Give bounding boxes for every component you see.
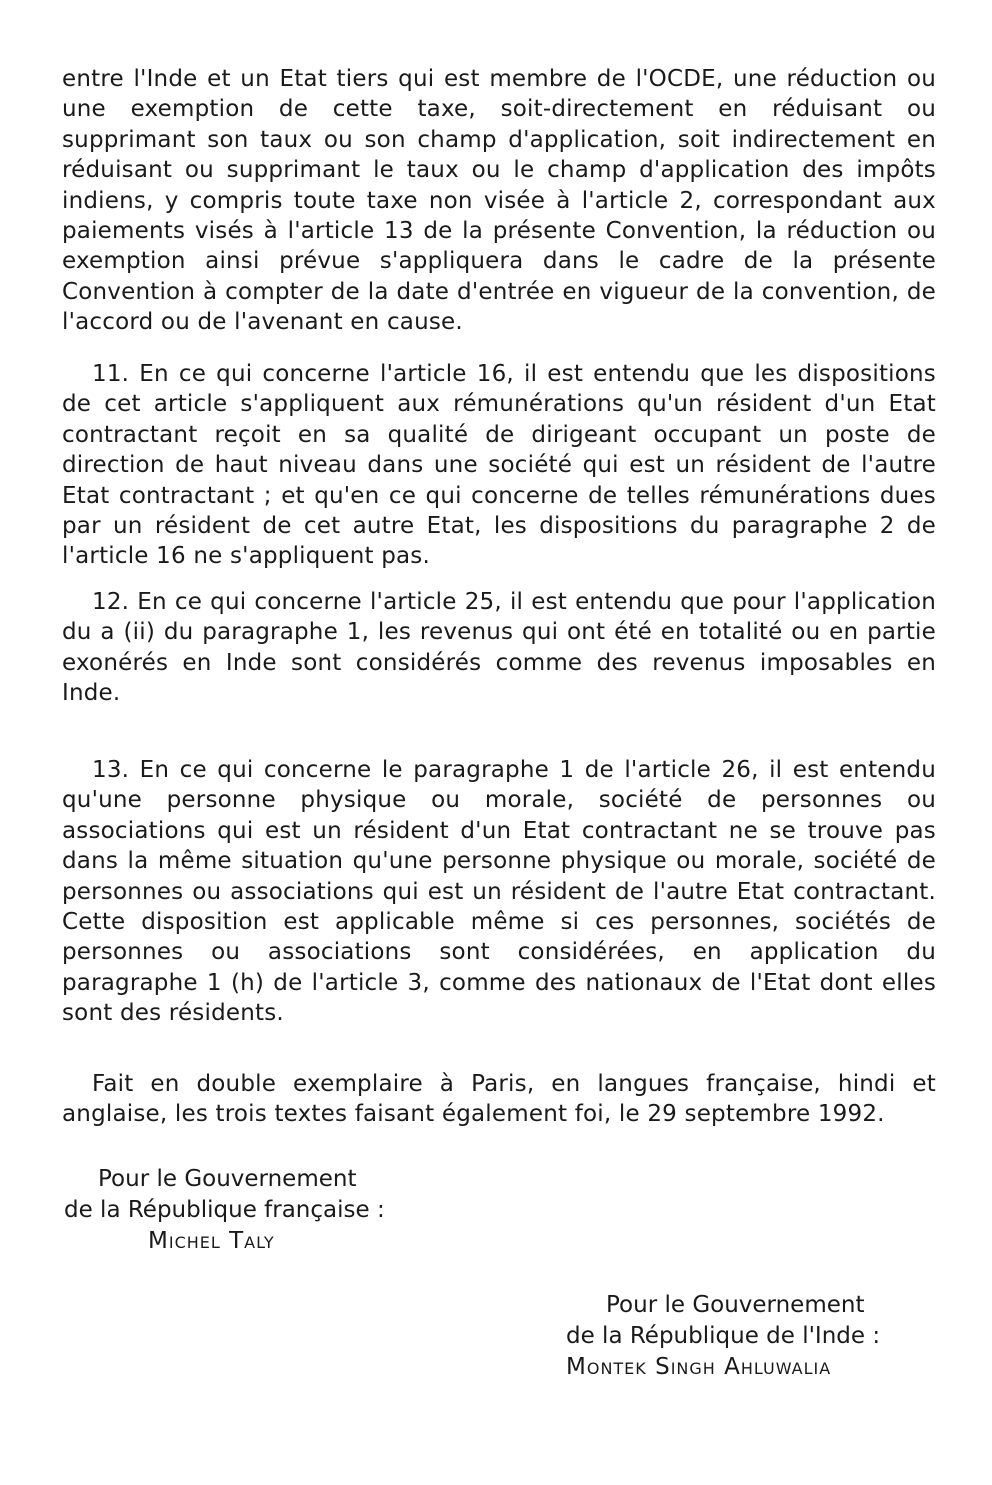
signature-france bbox=[64, 1164, 385, 1257]
paragraph-11: 11. En ce qui concerne l'article 16, il est entendu que les dispositions de cet article s'appliquent aux rémunérations qu'un résident d'un Etat contractant reçoit en sa qualité de dirigeant occupant un poste de direction de haut niveau dans une société qui est un résident de l'autre Etat contractant ; et qu'en ce qui concerne de telles rémunérations dues par un résident de cet autre Etat, les dispositions du paragraphe 2 de l'article 16 ne s'appliquent pas. bbox=[62, 361, 936, 570]
signature-india-line2: de la République de l'Inde : bbox=[566, 1323, 881, 1349]
paragraph-10-continuation: entre l'Inde et un Etat tiers qui est membre de l'OCDE, une réduction ou une exemption de cette taxe, soit-directement en réduisant ou supprimant son taux ou son champ d'application, soit indirectement en réduisant ou supprimant le taux ou le champ d'application des impôts indiens, y compris toute taxe non visée à l'article 2, correspondant aux paiements visés à l'article 13 de la présente Convention, la réduction ou exemption ainsi prévue s'appliquera dans le cadre de la présente Convention à compter de la date d'entrée en vigueur de la convention, de l'accord ou de l'avenant en cause. bbox=[62, 66, 936, 336]
signature-france-name: Michel Taly bbox=[148, 1228, 275, 1254]
signature-india bbox=[566, 1290, 881, 1383]
paragraph-12-block bbox=[62, 587, 936, 709]
paragraph-10-continuation-block bbox=[62, 64, 936, 338]
signature-france-line1: Pour le Gouvernement bbox=[98, 1166, 357, 1192]
paragraph-13-block bbox=[62, 755, 936, 1029]
closing-statement-block bbox=[62, 1069, 936, 1130]
paragraph-11-block bbox=[62, 359, 936, 572]
paragraph-13: 13. En ce qui concerne le paragraphe 1 de l'article 26, il est entendu qu'une personne physique ou morale, société de personnes ou associations qui est un résident d'un Etat contractant ne se trouve pas dans la même situation qu'une personne physique ou morale, société de personnes ou associations qui est un résident de l'autre Etat contractant. Cette disposition est applicable même si ces personnes, sociétés de personnes ou associations sont considérées, en application du paragraphe 1 (h) de l'article 3, comme des nationaux de l'Etat dont elles sont des résidents. bbox=[62, 757, 936, 1027]
signature-india-line1: Pour le Gouvernement bbox=[606, 1292, 865, 1318]
signature-france-line2: de la République française : bbox=[64, 1197, 385, 1223]
closing-statement: Fait en double exemplaire à Paris, en langues française, hindi et anglaise, les trois textes faisant également foi, le 29 septembre 1992. bbox=[62, 1071, 936, 1128]
signature-india-name: Montek Singh Ahluwalia bbox=[566, 1354, 832, 1380]
paragraph-12: 12. En ce qui concerne l'article 25, il est entendu que pour l'application du a (ii) du paragraphe 1, les revenus qui ont été en totalité ou en partie exonérés en Inde sont considérés comme des revenus imposables en Inde. bbox=[62, 589, 936, 707]
